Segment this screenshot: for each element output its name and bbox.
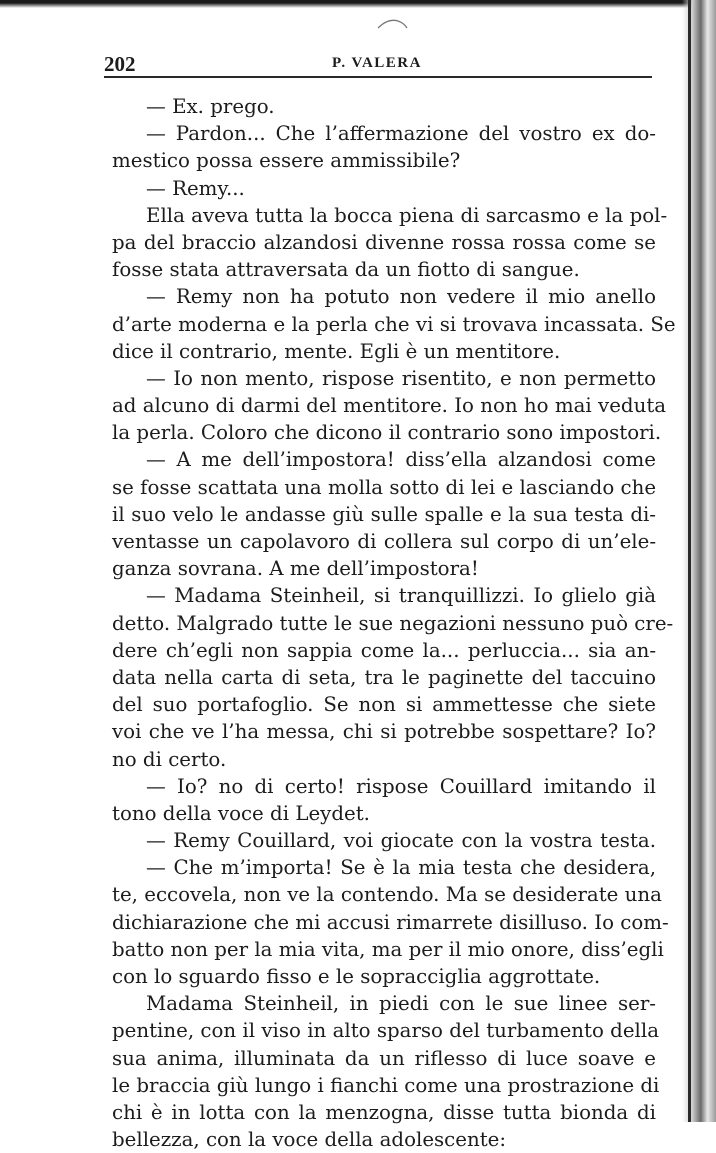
page-number: 202 (104, 52, 136, 76)
text-line: dice il contrario, mente. Egli è un mentitore. (112, 339, 561, 363)
text-line: ad alcuno di darmi del mentitore. Io non ho mai veduta (112, 394, 667, 418)
text-line: — Remy... (146, 176, 245, 200)
text-line: del suo portafoglio. Se non si ammettesse che siete (112, 693, 656, 717)
pencil-mark (376, 16, 410, 32)
text-line: — Io non mento, rispose risentito, e non permetto (146, 366, 656, 390)
text-line: la perla. Coloro che dicono il contrario sono impostori. (112, 421, 662, 445)
text-line: tono della voce di Leydet. (112, 801, 370, 825)
text-line: dere ch’egli non sappia come la... perluccia... sia an- (112, 638, 656, 662)
text-line: batto non per la mia vita, ma per il mio onore, diss’egli (112, 937, 664, 961)
text-line: con lo sguardo fisso e le sopracciglia aggrottate. (112, 965, 601, 988)
page-edge-line (688, 0, 691, 1122)
text-line: bellezza, con la voce della adolescente: (112, 1128, 507, 1152)
text-line: Ella aveva tutta la bocca piena di sarcasmo e la pol- (146, 203, 668, 227)
text-line: mestico possa essere ammissibile? (112, 149, 461, 173)
text-line: Madama Steinheil, in piedi con le sue linee ser- (146, 992, 656, 1016)
text-line: no di certo. (112, 747, 227, 771)
text-line: — Ex. prego. (146, 95, 275, 118)
text-line: — Che m’importa! Se è la mia testa che desidera, (146, 856, 656, 880)
page-header (104, 48, 650, 78)
text-line: voi che ve l’ha messa, chi si potrebbe sospettare? Io? (112, 720, 656, 744)
text-line: te, eccovela, non ve la contendo. Ma se desiderate una (112, 883, 662, 907)
text-line: detto. Malgrado tutte le sue negazioni nessuno può cre- (112, 611, 674, 635)
text-line: d’arte moderna e la perla che vi si trovava incassata. Se (112, 312, 676, 336)
text-line: chi è in lotta con la menzogna, disse tutta bionda di (112, 1100, 656, 1124)
text-line: pentine, con il viso in alto sparso del turbamento della (112, 1019, 659, 1043)
text-line: sua anima, illuminata da un riflesso di luce soave e (112, 1046, 656, 1070)
text-line: se fosse scattata una molla sotto di lei e lasciando che (112, 475, 657, 499)
text-line: le braccia giù lungo i fianchi come una prostrazione di (112, 1073, 660, 1097)
text-line: ganza sovrana. A me dell’impostora! (112, 557, 479, 581)
text-line: — Io? no di certo! rispose Couillard imitando il (146, 774, 656, 798)
header-rule (104, 76, 652, 78)
text-line: il suo velo le andasse giù sulle spalle e la sua testa di- (112, 502, 656, 526)
text-line: data nella carta di seta, tra le paginette del taccuino (112, 665, 656, 689)
text-line: — A me dell’impostora! diss’ella alzandosi come (146, 448, 656, 472)
text-line: ventasse un capolavoro di collera sul corpo di un’ele- (112, 530, 656, 553)
running-head: P. VALERA (332, 55, 422, 71)
text-line: — Remy Couillard, voi giocate con la vostra testa. (146, 829, 656, 853)
page-top-edge (0, 0, 716, 8)
text-line: fosse stata attraversata da un fiotto di sangue. (112, 258, 580, 282)
text-line: dichiarazione che mi accusi rimarrete disilluso. Io com- (112, 910, 669, 934)
text-line: — Pardon... Che l’affermazione del vostro ex do- (146, 122, 656, 146)
text-line: — Remy non ha potuto non vedere il mio anello (146, 285, 656, 309)
body-text (112, 93, 676, 1153)
text-line: pa del braccio alzandosi divenne rossa rossa come se (112, 230, 656, 254)
text-line: — Madama Steinheil, si tranquillizzi. Io glielo già (146, 584, 656, 608)
